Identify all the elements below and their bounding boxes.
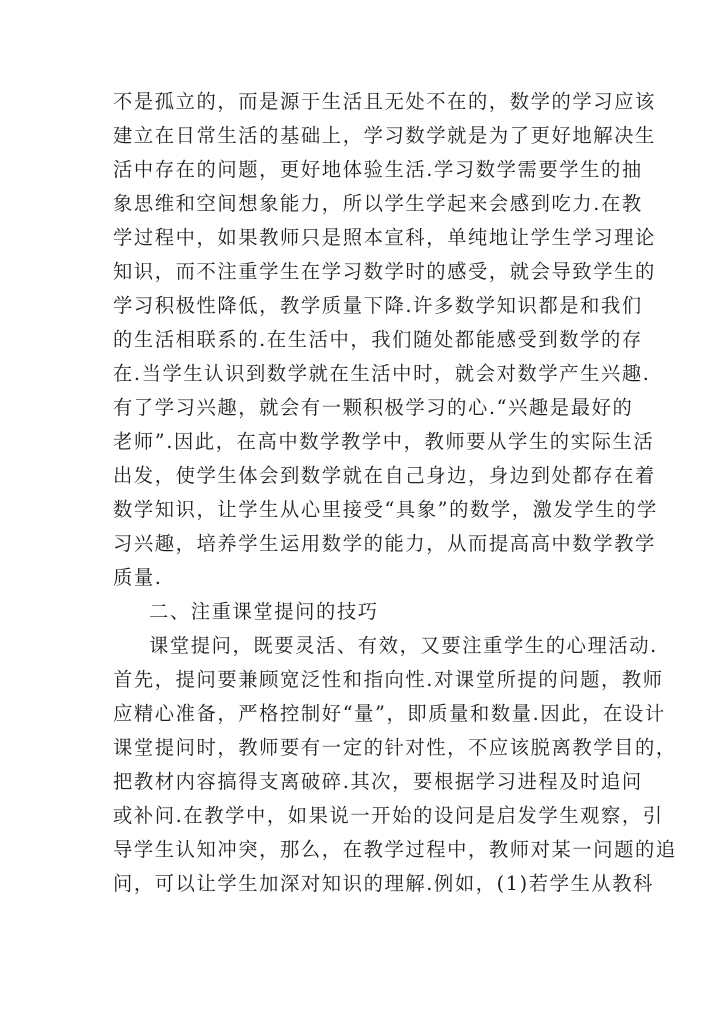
text-line: 出发，使学生体会到数学就在自己身边，身边到处都存在着	[113, 464, 656, 487]
text-line: 象思维和空间想象能力，所以学生学起来会感到吃力.在教	[113, 192, 643, 215]
text-line: 课堂提问时，教师要有一定的针对性，不应该脱离教学目的，	[113, 736, 677, 759]
paragraph-first-line: 课堂提问，既要灵活、有效，又要注重学生的心理活动.	[149, 634, 658, 657]
text-line: 或补问.在教学中，如果说一开始的设问是启发学生观察，引	[113, 804, 664, 827]
body-text	[113, 85, 677, 901]
text-line: 应精心准备，严格控制好“量”，即质量和数量.因此，在设计	[113, 702, 666, 725]
text-line: 质量.	[113, 566, 163, 589]
text-line: 导学生认知冲突，那么，在教学过程中，教师对某一问题的追	[113, 838, 677, 861]
text-line: 老师”.因此，在高中数学教学中，教师要从学生的实际生活	[113, 430, 655, 453]
text-line: 不是孤立的，而是源于生活且无处不在的，数学的学习应该	[113, 90, 656, 113]
text-line: 问，可以让学生加深对知识的理解.例如，(1)若学生从教科	[113, 872, 654, 895]
text-line: 首先，提问要兼顾宽泛性和指向性.对课堂所提的问题，教师	[113, 668, 664, 691]
text-line: 知识，而不注重学生在学习数学时的感受，就会导致学生的	[113, 260, 656, 283]
text-line: 活中存在的问题，更好地体验生活.学习数学需要学生的抽	[113, 158, 643, 181]
text-line: 学习积极性降低，教学质量下降.许多数学知识都是和我们	[113, 294, 643, 317]
section-heading: 二、注重课堂提问的技巧	[149, 600, 379, 623]
text-line: 数学知识，让学生从心里接受“具象”的数学，激发学生的学	[113, 498, 658, 521]
text-line: 习兴趣，培养学生运用数学的能力，从而提高高中数学教学	[113, 532, 656, 555]
text-line: 有了学习兴趣，就会有一颗积极学习的心.“兴趣是最好的	[113, 396, 634, 419]
text-line: 在.当学生认识到数学就在生活中时，就会对数学产生兴趣.	[113, 362, 651, 385]
text-line: 的生活相联系的.在生活中，我们随处都能感受到数学的存	[113, 328, 643, 351]
text-line: 学过程中，如果教师只是照本宣科，单纯地让学生学习理论	[113, 226, 656, 249]
text-line: 把教材内容搞得支离破碎.其次，要根据学习进程及时追问	[113, 770, 643, 793]
text-line: 建立在日常生活的基础上，学习数学就是为了更好地解决生	[113, 124, 656, 147]
